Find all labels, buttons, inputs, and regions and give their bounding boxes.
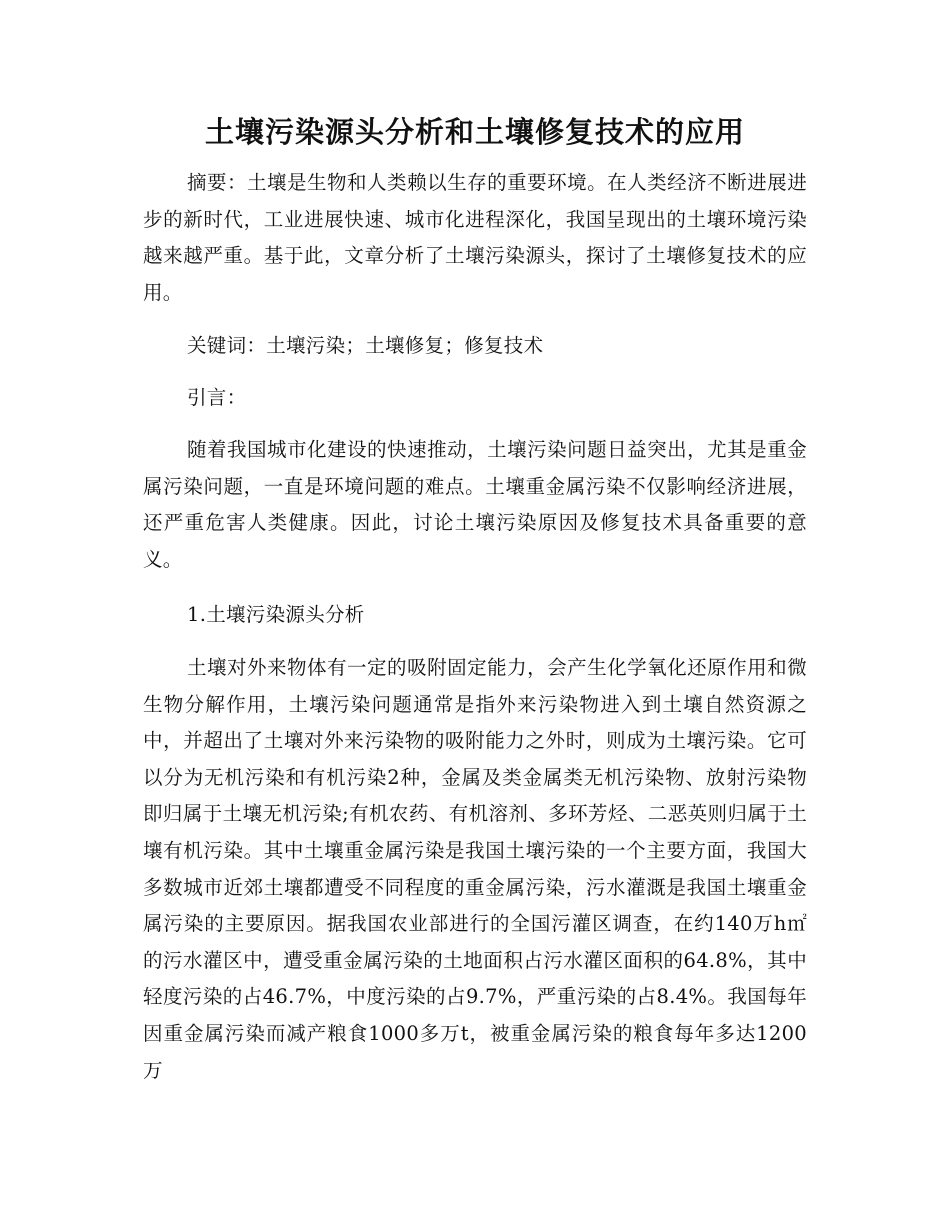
keywords-line: 关键词：土壤污染；土壤修复；修复技术 bbox=[187, 334, 544, 357]
intro-heading: 引言： bbox=[187, 386, 247, 409]
abstract-paragraph: 摘要：土壤是生物和人类赖以生存的重要环境。在人类经济不断进展进步的新时代，工业进展快速、城市化进程深化，我国呈现出的土壤环境污染越来越严重。基于此，文章分析了土壤污染源头，探讨了土壤修复技术的应用。 bbox=[143, 171, 807, 304]
document-title: 土壤污染源头分析和土壤修复技术的应用 bbox=[204, 115, 745, 149]
section-1-paragraph: 土壤对外来物体有一定的吸附固定能力，会产生化学氧化还原作用和微生物分解作用，土壤污染问题通常是指外来污染物进入到土壤自然资源之中，并超出了土壤对外来污染物的吸附能力之外时，则成为土壤污染。它可以分为无机污染和有机污染2种，金属及类金属类无机污染物、放射污染物即归属于土壤无机污染;有机农药、有机溶剂、多环芳烃、二恶英则归属于土壤有机污染。其中土壤重金属污染是我国土壤污染的一个主要方面，我国大多数城市近郊土壤都遭受不同程度的重金属污染，污水灌溉是我国土壤重金属污染的主要原因。据我国农业部进行的全国污灌区调查，在约140万h㎡的污水灌区中，遭受重金属污染的土地面积占污水灌区面积的64.8%，其中轻度污染的占46.7%，中度污染的占9.7%，严重污染的占8.4%。我国每年因重金属污染而减产粮食1000多万t，被重金属污染的粮食每年多达1200万 bbox=[143, 656, 807, 1082]
section-1-heading: 1.土壤污染源头分析 bbox=[187, 603, 365, 626]
intro-paragraph: 随着我国城市化建设的快速推动，土壤污染问题日益突出，尤其是重金属污染问题，一直是环境问题的难点。土壤重金属污染不仅影响经济进展，还严重危害人类健康。因此，讨论土壤污染原因及修复技术具备重要的意义。 bbox=[143, 438, 807, 571]
